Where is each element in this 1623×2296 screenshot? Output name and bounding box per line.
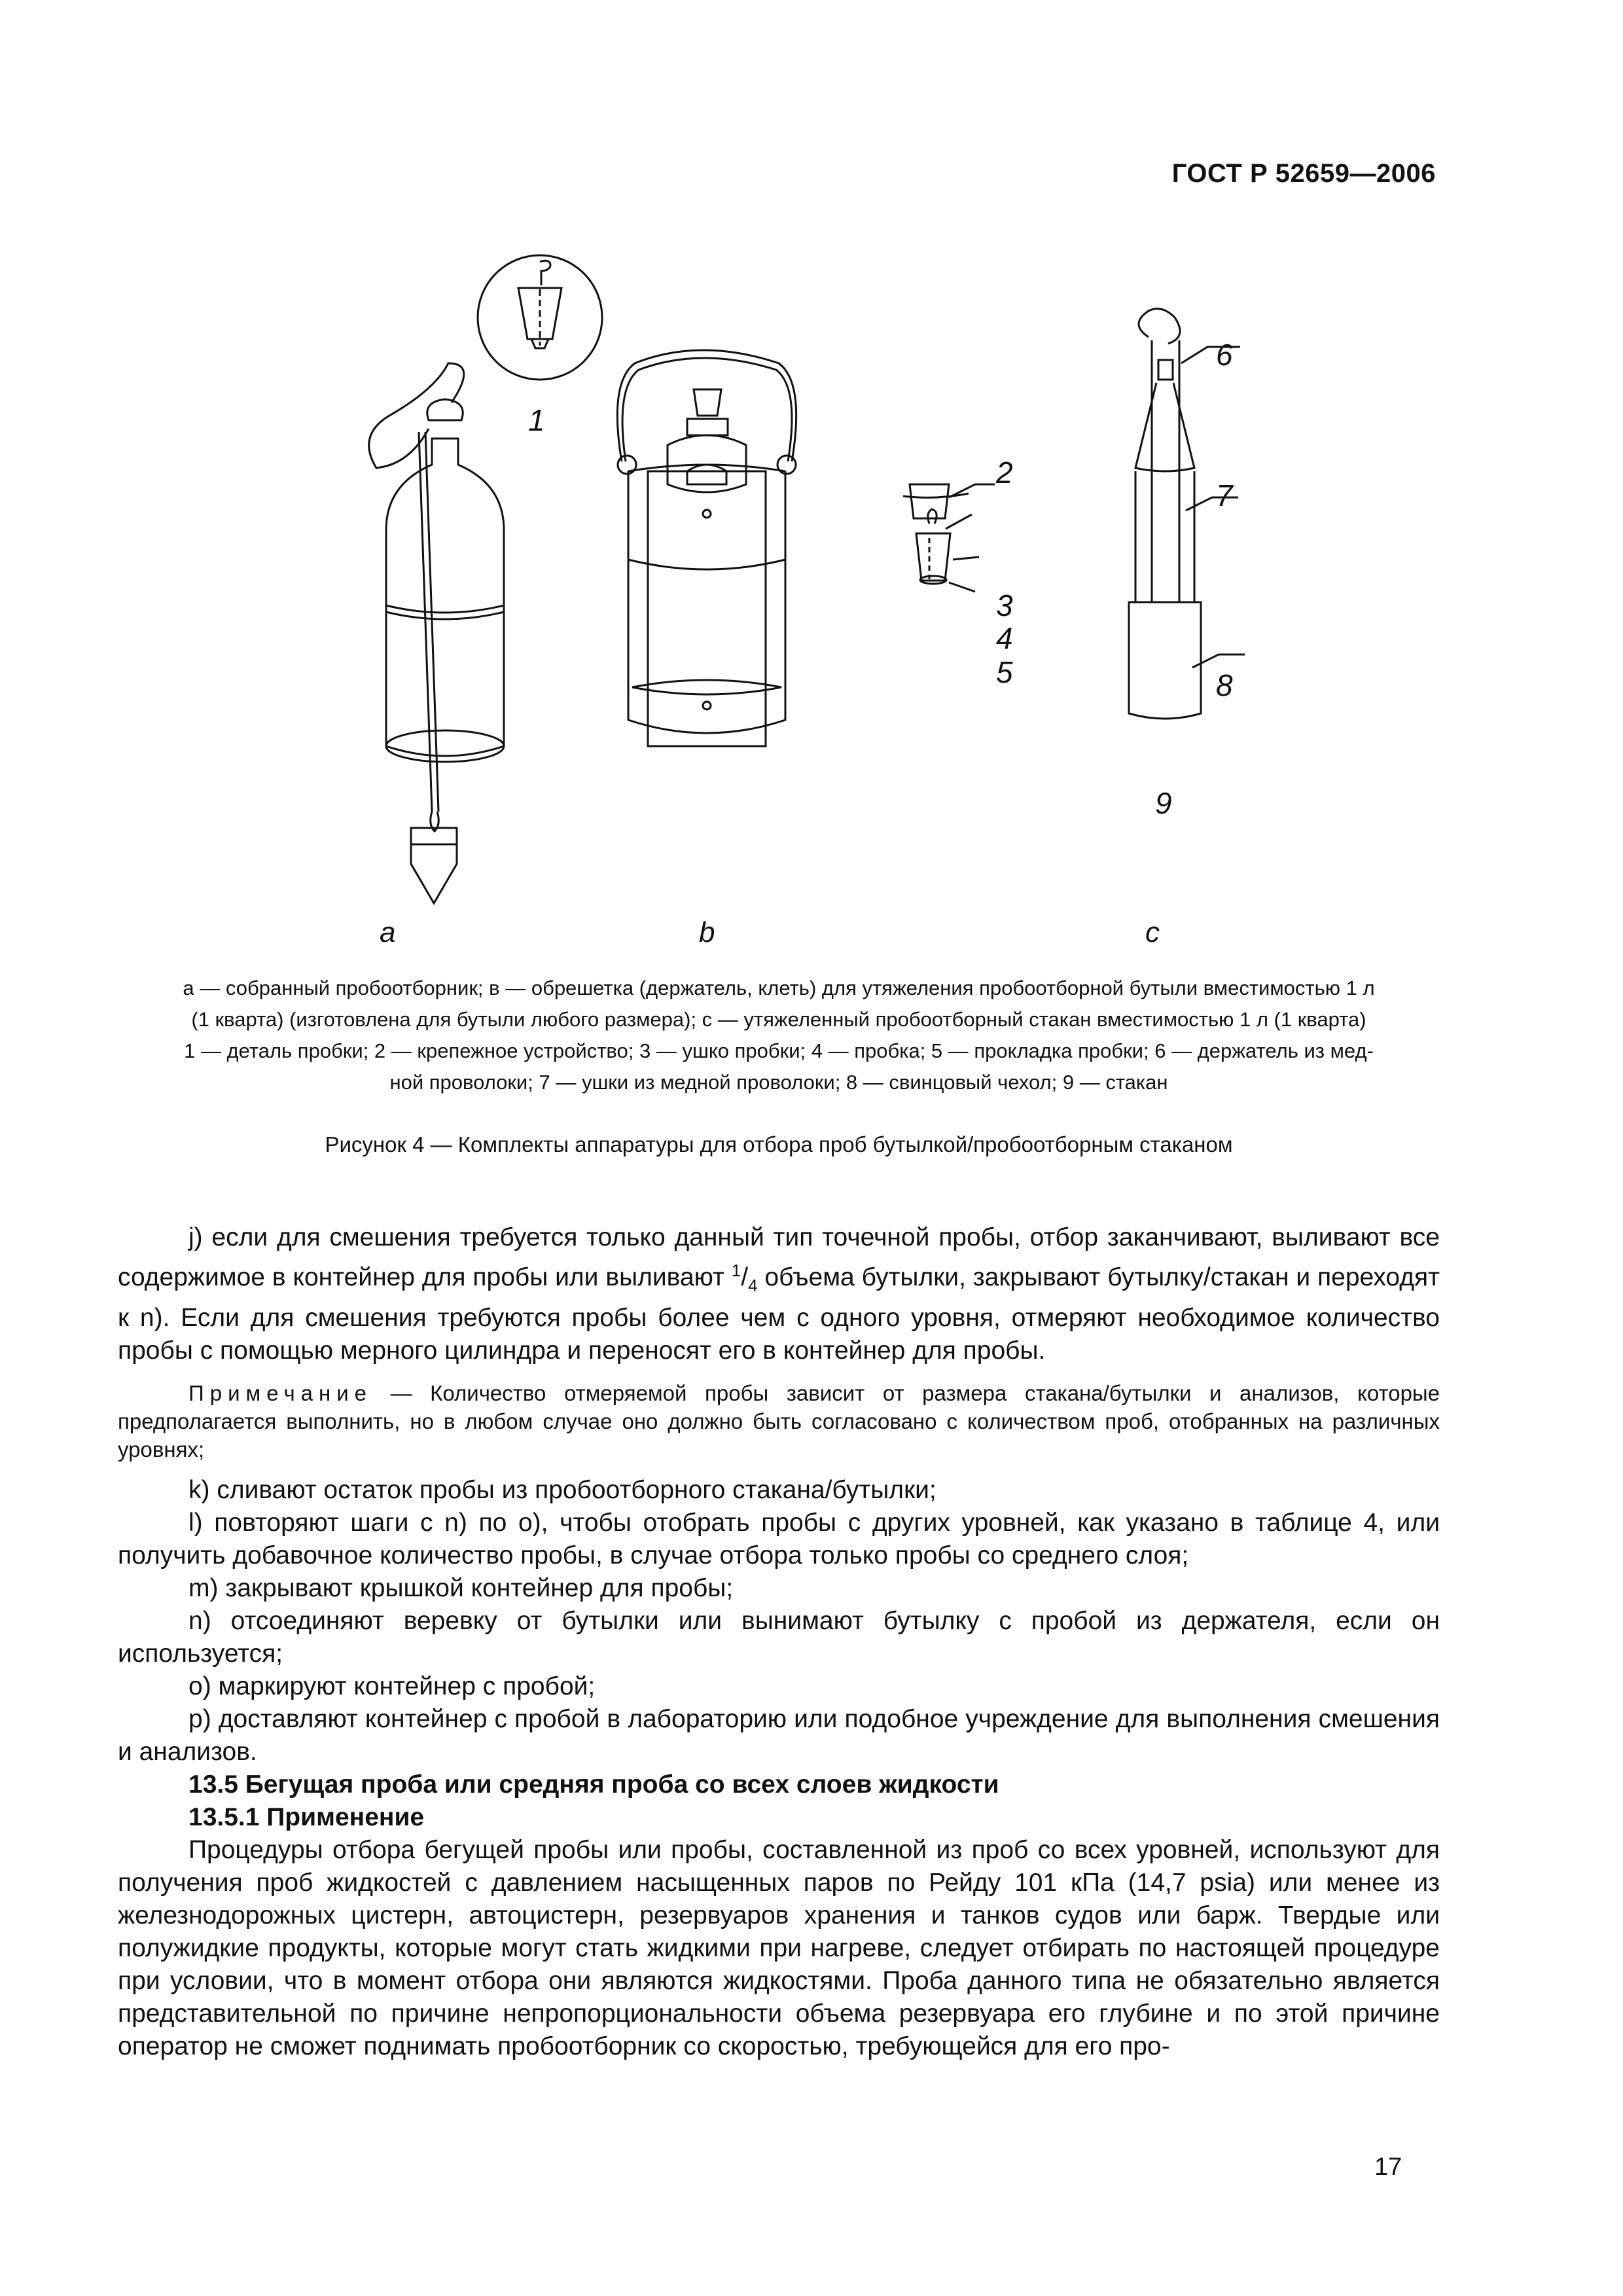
apparatus-drawing: [236, 236, 1387, 975]
callout-6: 6: [1216, 338, 1233, 372]
note: Примечание — Количество отмеряемой пробы зависит от размера стакана/бутылки и анализов, которые предполагается выполнить, но в любом случае оно должно быть согласовано с количеством проб, отобранных на различных уровнях;: [118, 1380, 1440, 1462]
list-item-k: k) сливают остаток пробы из пробоотборного стакана/бутылки;: [188, 1475, 936, 1504]
list-item-m: m) закрывают крышкой контейнер для пробы;: [188, 1573, 734, 1602]
callout-8: 8: [1216, 668, 1233, 702]
list-item-o: о) маркируют контейнер с пробой;: [188, 1672, 596, 1700]
page-number: 17: [1374, 2153, 1402, 2181]
figure-4-apparatus: [236, 236, 1387, 975]
callout-4: 4: [996, 621, 1013, 655]
bottle-assembly-drawing: [369, 363, 504, 903]
figure-legend: [118, 973, 1440, 1098]
list-item-p: р) доставляют контейнер с пробой в лабораторию или подобное учреждение для выполнения смешения и анализов.: [118, 1704, 1440, 1766]
stopper-parts-drawing: [903, 484, 995, 592]
figure-letter-c: c: [1145, 916, 1160, 948]
figure-letter-b: b: [699, 916, 715, 948]
section-heading: 13.5 Бегущая проба или средняя проба со всех слоев жидкости: [188, 1770, 999, 1799]
legend-line: ной проволоки; 7 — ушки из медной проволоки; 8 — свинцовый чехол; 9 — стакан: [389, 1071, 1168, 1094]
list-item-l: l) повторяют шаги с n) по о), чтобы отобрать пробы с других уровней, как указано в таблице 4, или получить добавочное количество пробы, в случае отбора только пробы со среднего слоя;: [118, 1508, 1440, 1570]
subsection-heading: 13.5.1 Применение: [188, 1803, 425, 1831]
legend-line: 1 — деталь пробки; 2 — крепежное устройство; 3 — ушко пробки; 4 — пробка; 5 — прокладка пробки; 6 — держатель из мед-: [184, 1039, 1374, 1062]
callout-7: 7: [1216, 478, 1233, 512]
list-item-n: n) отсоединяют веревку от бутылки или вынимают бутылку с пробой из держателя, если он используется;: [118, 1606, 1440, 1668]
callout-1: 1: [528, 403, 545, 437]
figure-caption: Рисунок 4 — Комплекты аппаратуры для отбора проб бутылкой/пробоотборным стаканом: [325, 1132, 1233, 1157]
list-item-j: j) если для смешения требуется только данный тип точечной пробы, отбор заканчивают, выливают все содержимое в контейнер для пробы или выливают $^1/_4$ объема бутылки, закрывают бутылку/стакан и переходят к n). Если для смешения требуются пробы более чем с одного уровня, отмеряют необходимое количество пробы с помощью мерного цилиндра и переносят его в контейнер для пробы.: [118, 1223, 1440, 1365]
legend-line: а — собранный пробоотборник; в — обрешетка (держатель, клеть) для утяжеления пробоотборной бутыли вместимостью 1 л: [183, 977, 1375, 999]
stopper-detail-drawing: [478, 255, 602, 380]
cage-drawing: [617, 350, 796, 746]
figure-letter-a: a: [380, 916, 396, 948]
callout-9: 9: [1155, 786, 1172, 820]
document-header: ГОСТ Р 52659—2006: [1171, 159, 1436, 188]
paragraph: Процедуры отбора бегущей пробы или пробы, составленной из проб со всех уровней, используют для получения проб жидкостей с давлением насыщенных паров по Рейду 101 кПа (14,7 psia) или менее из железнодорожных цистерн, автоцистерн, резервуаров хранения и танков судов или барж. Твердые или полужидкие продукты, которые могут стать жидкими при нагреве, следует отбирать по настоящей процедуре при условии, что в момент отбора они являются жидкостями. Проба данного типа не обязательно является представительной по причине непропорциональности объема резервуара его глубине и по этой причине оператор не сможет поднимать пробоотборник со скоростью, требующейся для его про-: [118, 1835, 1440, 2060]
callout-5: 5: [996, 655, 1013, 689]
legend-line: (1 кварта) (изготовлена для бутыли любого размера); с — утяжеленный пробоотборный стакан вместимостью 1 л (1 кварта): [191, 1008, 1366, 1031]
body-text: [118, 1221, 1440, 2063]
callout-3: 3: [996, 588, 1013, 622]
callout-2: 2: [996, 456, 1013, 490]
